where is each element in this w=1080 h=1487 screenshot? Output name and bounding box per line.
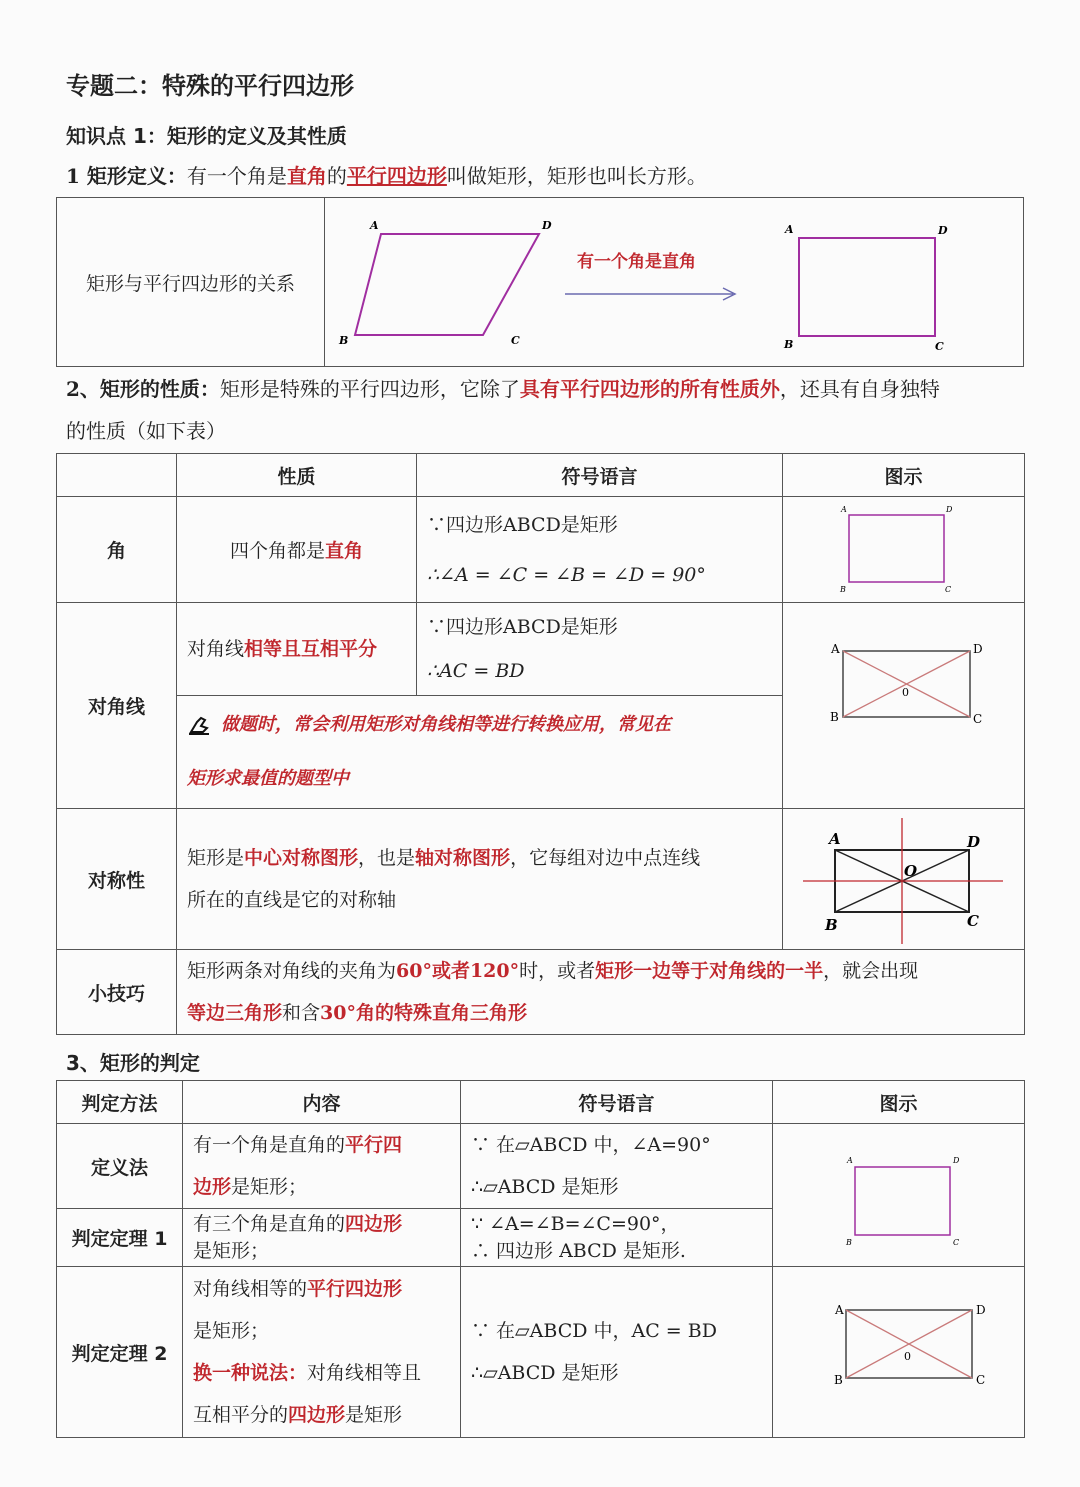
text-line: 是矩形； xyxy=(193,1320,270,1342)
parallelogram-shape xyxy=(355,234,539,335)
row-label-diagonal: 对角线 xyxy=(57,603,177,809)
vertex-label: D xyxy=(946,504,953,514)
diagonal-figure-cell xyxy=(783,603,1025,809)
symbol-line: ∵ ∠A=∠B=∠C=90°， xyxy=(471,1212,680,1235)
symbol-line: ∵ 在▱ABCD 中，∠A=90° xyxy=(471,1134,711,1156)
vertex-label: D xyxy=(976,1302,986,1317)
diagonal-tip xyxy=(177,696,783,809)
highlight: 相等且互相平分 xyxy=(244,638,378,660)
theorem-1-symbol xyxy=(461,1209,773,1267)
text: 和含 xyxy=(282,1002,321,1024)
highlight: 矩形一边等于对角线的一半 xyxy=(595,960,824,982)
vertex-label: D xyxy=(938,224,948,237)
text: 时，或者 xyxy=(519,960,596,982)
rectangle-shape xyxy=(849,515,944,582)
text-line: 所在的直线是它的对称轴 xyxy=(187,889,397,911)
angle-figure xyxy=(783,498,1025,602)
center-label: 0 xyxy=(904,1349,911,1363)
text: 是矩形 xyxy=(345,1404,403,1426)
definition-figure xyxy=(773,1125,1025,1266)
vertex-label: C xyxy=(967,911,979,930)
text: 矩形两条对角线的夹角为 xyxy=(187,960,397,982)
vertex-label: A xyxy=(829,829,841,848)
vertex-label: C xyxy=(976,1372,986,1387)
vertex-label: A xyxy=(370,219,379,232)
highlight: 轴对称图形 xyxy=(415,847,511,869)
tip-text: 做题时，常会利用矩形对角线相等进行转换应用，常见在 xyxy=(221,714,671,735)
trick-text xyxy=(177,950,1025,1035)
text: 矩形是特殊的平行四边形，它除了 xyxy=(219,377,520,401)
highlight: 直角 xyxy=(286,164,327,188)
header-content: 内容 xyxy=(183,1081,461,1124)
symbol-line: ∵ 在▱ABCD 中，AC = BD xyxy=(471,1320,717,1342)
header-figure: 图示 xyxy=(773,1081,1025,1124)
definition-method-content xyxy=(183,1124,461,1209)
header-property: 性质 xyxy=(177,454,417,497)
row-label-trick: 小技巧 xyxy=(57,950,177,1035)
text: 对角线相等且 xyxy=(307,1362,422,1384)
highlight: 60°或者120° xyxy=(396,960,520,982)
diagonal-symbol xyxy=(417,603,783,696)
text: 是矩形； xyxy=(231,1176,308,1198)
highlight: 中心对称图形 xyxy=(244,847,359,869)
text: 矩形是 xyxy=(187,847,245,869)
symbol-line: ∴AC = BD xyxy=(427,660,525,682)
relation-table xyxy=(56,197,1024,367)
symbol-line: ∴▱ABCD 是矩形 xyxy=(471,1176,619,1198)
row-label-definition-method: 定义法 xyxy=(57,1124,183,1209)
tip-line: 矩形求最值的题型中 xyxy=(187,768,349,789)
vertex-label: C xyxy=(973,712,983,726)
properties-table xyxy=(56,453,1025,1035)
highlight: 四边形 xyxy=(288,1404,346,1426)
vertex-label: A xyxy=(831,642,840,656)
row-label-angle: 角 xyxy=(57,497,177,603)
text-line xyxy=(193,1268,450,1310)
text-line xyxy=(193,1166,450,1208)
section-heading-kp1: 知识点 1：矩形的定义及其性质 xyxy=(66,124,347,148)
theorem-2-figure xyxy=(773,1268,1025,1437)
highlight: 等边三角形 xyxy=(187,1002,283,1024)
vertex-label: D xyxy=(967,832,981,851)
angle-symbol xyxy=(417,497,783,603)
vertex-label: C xyxy=(511,334,520,347)
rectangle-shape xyxy=(855,1167,950,1235)
page-title: 专题二：特殊的平行四边形 xyxy=(66,72,354,100)
text: 四个角都是 xyxy=(229,540,325,562)
pen-hand-icon xyxy=(187,714,211,736)
highlight: 换一种说法： xyxy=(193,1362,308,1384)
text-line: 是矩形； xyxy=(193,1239,270,1262)
label-text: 矩形与平行四边形的关系 xyxy=(85,272,295,295)
center-label: 0 xyxy=(902,686,909,699)
header-symbol: 符号语言 xyxy=(461,1081,773,1124)
theorem-2-figure-cell xyxy=(773,1267,1025,1438)
diagonal-property xyxy=(177,603,417,696)
definition-figure-cell xyxy=(773,1124,1025,1267)
text: 有三个角是直角的 xyxy=(193,1212,346,1235)
highlight: 平行四 xyxy=(345,1134,403,1156)
text: 叫做矩形，矩形也叫长方形。 xyxy=(446,164,707,188)
rectangle-shape xyxy=(799,238,935,336)
section-heading-judge: 3、矩形的判定 xyxy=(66,1051,200,1075)
text-line xyxy=(187,992,1014,1034)
vertex-label: B xyxy=(339,334,349,347)
judgement-table xyxy=(56,1080,1025,1438)
properties-text xyxy=(66,368,1026,452)
text: 互相平分的 xyxy=(193,1404,289,1426)
header-symbol: 符号语言 xyxy=(417,454,783,497)
symmetry-figure xyxy=(783,810,1025,949)
definition-number: 1 矩形定义： xyxy=(66,164,187,188)
angle-figure-cell xyxy=(783,497,1025,603)
vertex-label: D xyxy=(542,219,552,232)
highlight-underlined: 平行四边形 xyxy=(346,164,447,188)
vertex-label: B xyxy=(840,584,846,594)
relation-label xyxy=(57,198,325,367)
text: ，还具有自身独特 xyxy=(779,377,940,401)
symmetry-figure-cell xyxy=(783,809,1025,950)
text-line xyxy=(193,1394,450,1436)
text-line xyxy=(193,1352,450,1394)
definition-text xyxy=(66,155,707,197)
center-label: O xyxy=(904,861,918,880)
text: 的性质（如下表） xyxy=(66,419,226,443)
vertex-label: C xyxy=(953,1237,960,1247)
vertex-label: A xyxy=(835,1302,844,1317)
text: 对角线 xyxy=(187,638,245,660)
vertex-label: B xyxy=(846,1237,852,1247)
properties-number: 2、矩形的性质： xyxy=(66,377,220,401)
header-empty xyxy=(57,454,177,497)
vertex-label: C xyxy=(945,584,952,594)
highlight: 边形 xyxy=(193,1176,232,1198)
vertex-label: D xyxy=(973,642,983,656)
highlight: 30°角的特殊直角三角形 xyxy=(320,1002,527,1024)
symmetry-text xyxy=(177,809,783,950)
vertex-label: B xyxy=(784,338,794,351)
highlight: 平行四边形 xyxy=(307,1278,403,1300)
highlight: 四边形 xyxy=(345,1212,403,1235)
relation-figure-cell xyxy=(325,198,1024,367)
vertex-label: B xyxy=(834,1372,843,1387)
vertex-label: A xyxy=(847,1155,853,1165)
symbol-line: ∵四边形ABCD是矩形 xyxy=(427,513,618,536)
highlight: 直角 xyxy=(325,540,364,562)
row-label-theorem-1: 判定定理 1 xyxy=(57,1209,183,1267)
theorem-1-content xyxy=(183,1209,461,1267)
header-figure: 图示 xyxy=(783,454,1025,497)
theorem-2-content xyxy=(183,1267,461,1438)
text-line xyxy=(187,950,1014,992)
text: 有一个角是直角的 xyxy=(193,1134,346,1156)
row-label-theorem-2: 判定定理 2 xyxy=(57,1267,183,1438)
tip-line xyxy=(187,698,772,752)
symbol-line: ∴ 四边形 ABCD 是矩形. xyxy=(471,1239,686,1262)
vertex-label: B xyxy=(830,710,839,724)
symbol-line: ∴▱ABCD 是矩形 xyxy=(471,1362,619,1384)
row-label-symmetry: 对称性 xyxy=(57,809,177,950)
vertex-label: A xyxy=(785,223,794,236)
diagonal-figure xyxy=(783,603,1025,808)
symbol-line: ∵四边形ABCD是矩形 xyxy=(427,616,618,638)
highlight: 具有平行四边形的所有性质外 xyxy=(519,377,780,401)
text: ，就会出现 xyxy=(823,960,919,982)
text: 的 xyxy=(326,164,347,188)
text-line xyxy=(193,1124,450,1166)
text: ，它每组对边中点连线 xyxy=(510,847,701,869)
theorem-2-symbol xyxy=(461,1267,773,1438)
definition-method-symbol xyxy=(461,1124,773,1209)
text-line xyxy=(193,1211,450,1238)
vertex-label: D xyxy=(953,1155,960,1165)
arrow-label: 有一个角是直角 xyxy=(577,252,696,272)
symbol-line: ∴∠A = ∠C = ∠B = ∠D = 90° xyxy=(427,563,706,586)
relation-figure xyxy=(325,198,1024,366)
header-method: 判定方法 xyxy=(57,1081,183,1124)
vertex-label: C xyxy=(935,340,944,353)
text: 对角线相等的 xyxy=(193,1278,308,1300)
angle-property xyxy=(177,497,417,603)
text: 有一个角是 xyxy=(186,164,287,188)
vertex-label: B xyxy=(825,915,838,934)
text-line xyxy=(187,837,772,879)
text: ，也是 xyxy=(358,847,416,869)
vertex-label: A xyxy=(841,504,847,514)
